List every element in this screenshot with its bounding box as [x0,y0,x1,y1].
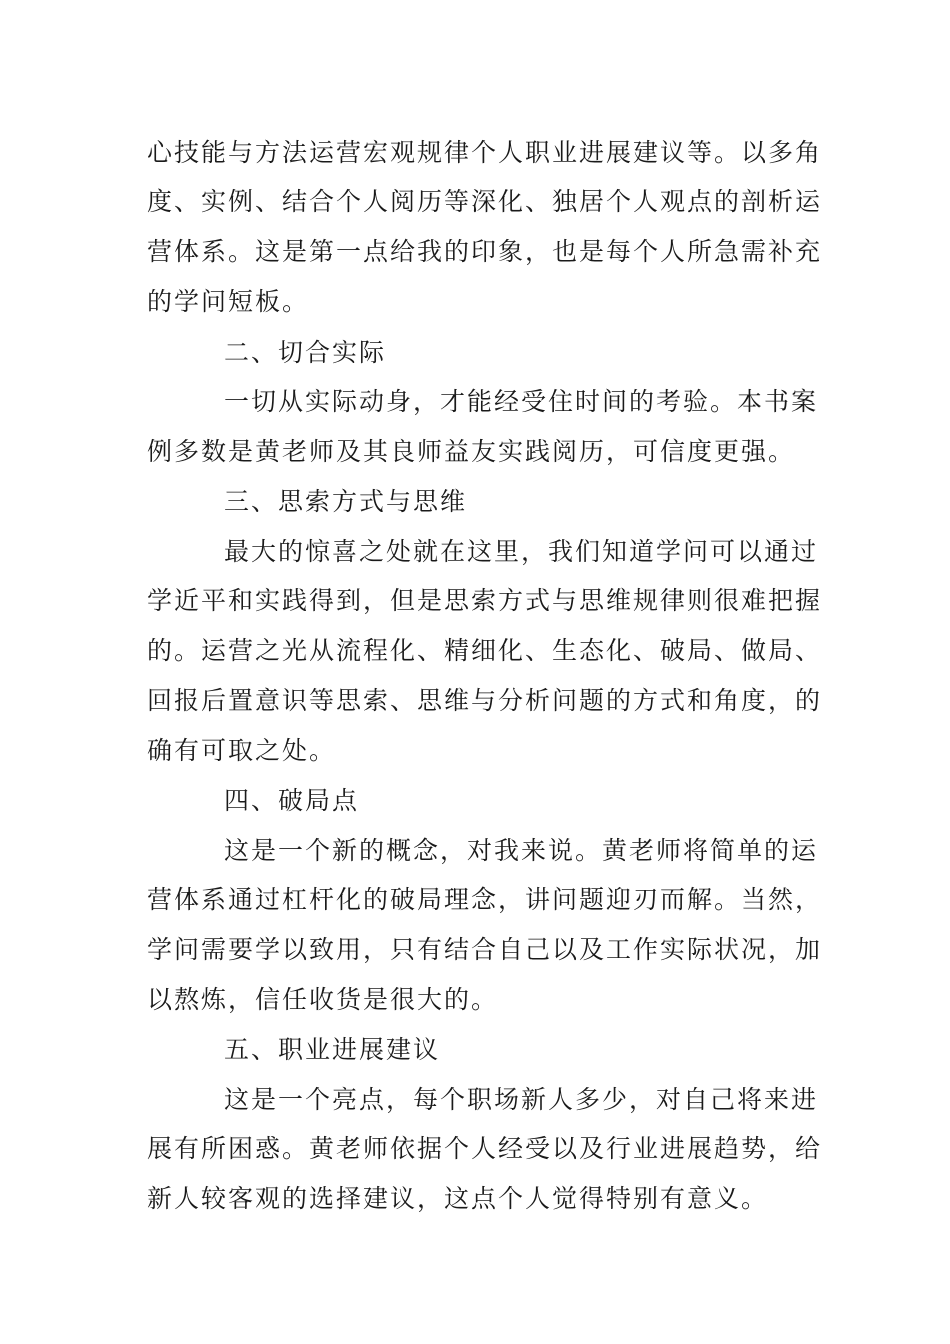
section-heading: 三、思索方式与思维 [224,487,468,516]
body-text-line: 以熬炼，信任收货是很大的。 [147,985,499,1014]
body-text-line: 学问需要学以致用，只有结合自己以及工作实际状况，加 [147,935,823,964]
body-text-line: 心技能与方法运营宏观规律个人职业进展建议等。以多角 [147,138,823,167]
body-text-line: 的。运营之光从流程化、精细化、生态化、破局、做局、 [147,636,823,665]
section-heading: 五、职业进展建议 [224,1035,441,1064]
body-text-line: 一切从实际动身，才能经受住时间的考验。本书案 [224,387,819,416]
body-text-line: 这是一个亮点，每个职场新人多少，对自己将来进 [224,1085,819,1114]
section-heading: 四、破局点 [224,786,360,815]
body-text-line: 确有可取之处。 [147,736,337,765]
body-text-line: 学近平和实践得到，但是思索方式与思维规律则很难把握 [147,586,823,615]
body-text-line: 这是一个新的概念，对我来说。黄老师将简单的运 [224,836,819,865]
body-text-line: 的学问短板。 [147,287,310,316]
body-text-line: 度、实例、结合个人阅历等深化、独居个人观点的剖析运 [147,187,823,216]
body-text-line: 新人较客观的选择建议，这点个人觉得特别有意义。 [147,1184,769,1213]
body-text-line: 最大的惊喜之处就在这里，我们知道学问可以通过 [224,537,819,566]
body-text-line: 营体系。这是第一点给我的印象，也是每个人所急需补充 [147,237,823,266]
body-text-line: 营体系通过杠杆化的破局理念，讲问题迎刃而解。当然， [147,885,823,914]
body-text-line: 例多数是黄老师及其良师益友实践阅历，可信度更强。 [147,437,796,466]
body-text-line: 回报后置意识等思索、思维与分析问题的方式和角度，的 [147,686,823,715]
body-text-line: 展有所困惑。黄老师依据个人经受以及行业进展趋势，给 [147,1134,823,1163]
section-heading: 二、切合实际 [224,338,387,367]
